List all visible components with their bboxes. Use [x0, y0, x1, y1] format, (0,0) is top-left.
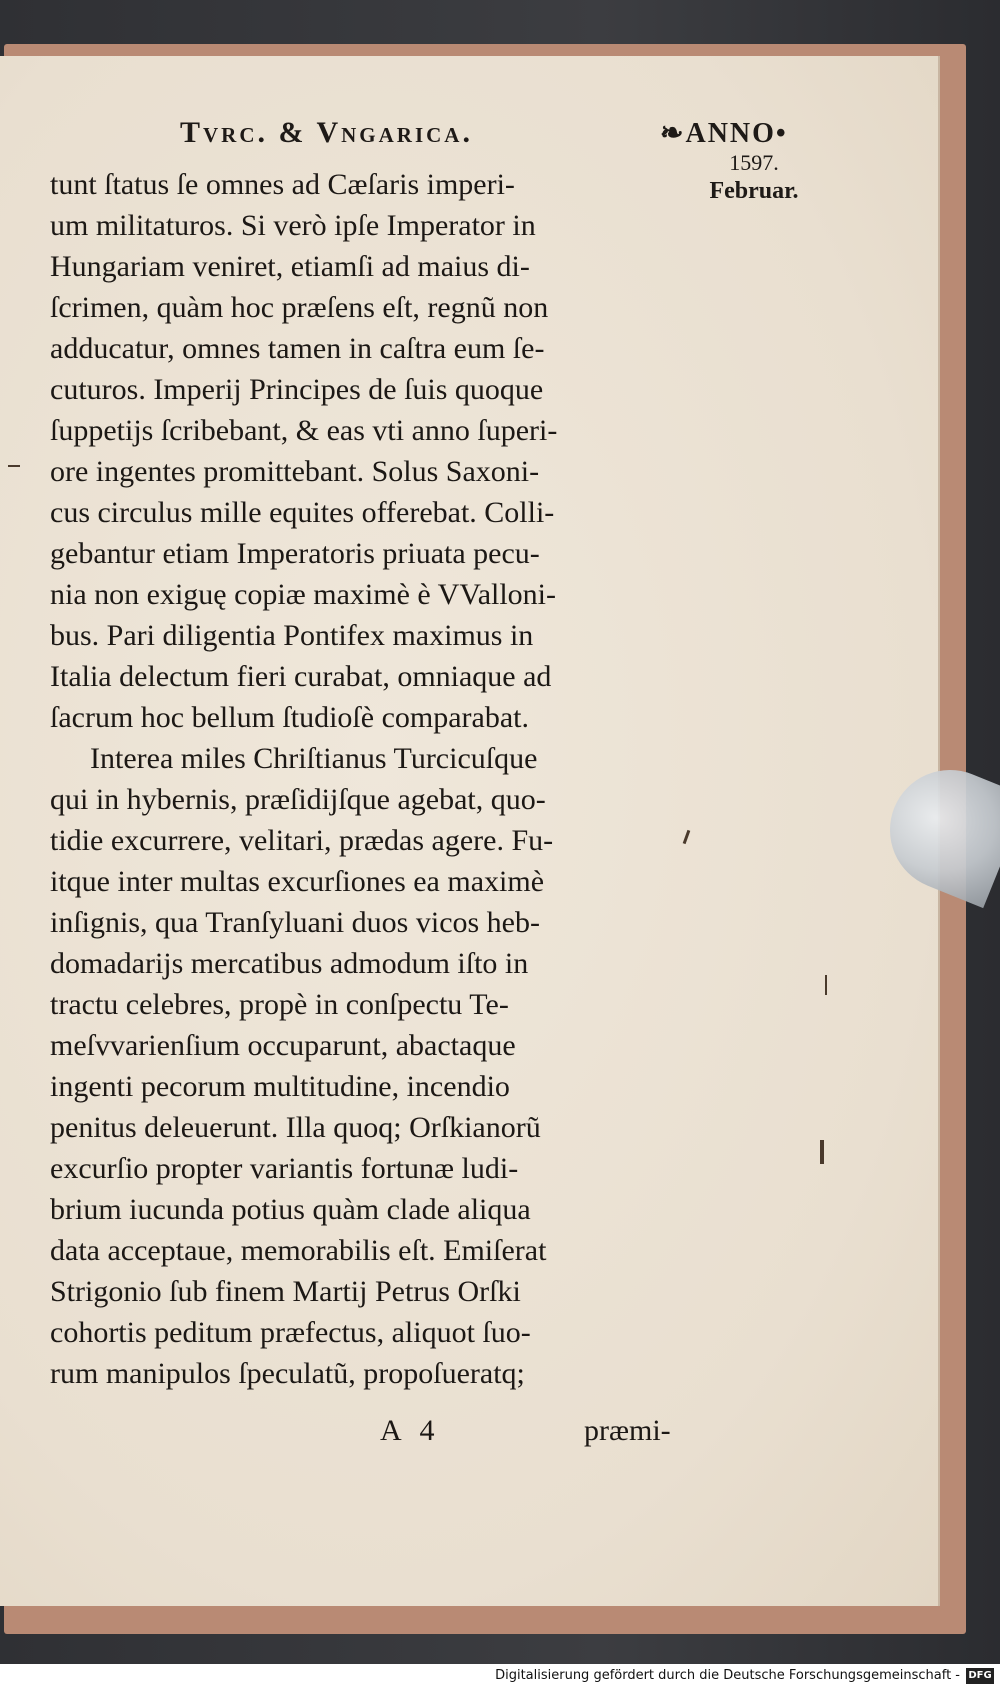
text-line: cus circulus mille equites offerebat. Colli- [50, 496, 555, 529]
body-text [50, 164, 690, 1394]
catchword: præmi- [584, 1414, 671, 1447]
text-line: ore ingentes promittebant. Solus Saxoni- [50, 455, 540, 488]
text-line: penitus deleuerunt. Illa quoq; Orſkianorũ [50, 1111, 541, 1144]
anno-text: ANNO [685, 118, 776, 149]
text-line: gebantur etiam Imperatoris priuata pecu- [50, 537, 540, 570]
text-line: brium iucunda potius quàm clade aliqua [50, 1193, 531, 1226]
text-line: ſacrum hoc bellum ſtudioſè comparabat. [50, 701, 530, 734]
text-line: tidie excurrere, velitari, prædas agere. Fu- [50, 824, 554, 857]
page-speck [8, 465, 20, 467]
anno-label [660, 116, 788, 150]
page-footer [0, 1414, 1000, 1454]
text-line: tunt ſtatus ſe omnes ad Cæſaris imperi- [50, 168, 515, 201]
text-line: ſuppetijs ſcribebant, & eas vti anno ſuperi- [50, 414, 558, 447]
text-line: Interea miles Chriſtianus Turcicuſque [90, 742, 538, 775]
text-line: cohortis peditum præfectus, aliquot ſuo- [50, 1316, 531, 1349]
text-line: Strigonio ſub finem Martij Petrus Orſki [50, 1275, 521, 1308]
margin-month: Februar. [709, 178, 799, 204]
credit-text: Digitalisierung gefördert durch die Deutsche Forschungsgemeinschaft - [495, 1668, 960, 1683]
text-line: tractu celebres, propè in conſpectu Te- [50, 988, 509, 1021]
signature-mark: A 4 [380, 1414, 441, 1447]
text-line: ſcrimen, quàm hoc præſens eſt, regnũ non [50, 291, 549, 324]
digitization-credit-bar [0, 1664, 1000, 1690]
text-line: excurſio propter variantis fortunæ ludi- [50, 1152, 519, 1185]
dfg-logo-icon: DFG [966, 1668, 994, 1684]
text-line: meſvvarienſium occuparunt, abactaque [50, 1029, 516, 1062]
text-line: itque inter multas excurſiones ea maximè [50, 865, 545, 898]
page-speck [820, 1140, 824, 1164]
page-speck [825, 975, 827, 995]
text-line: nia non exiguę copiæ maximè è VValloni- [50, 578, 557, 611]
text-line: data acceptaue, memorabilis eſt. Emiſerat [50, 1234, 547, 1267]
text-line: Hungariam veniret, etiamſi ad maius di- [50, 250, 530, 283]
text-line: domadarijs mercatibus admodum iſto in [50, 947, 529, 980]
text-line: Italia delectum fieri curabat, omniaque ad [50, 660, 552, 693]
running-title: Tvrc. & Vngarica. [180, 116, 473, 149]
margin-year: 1597. [729, 150, 779, 175]
margin-note [684, 150, 824, 206]
page-header [0, 116, 1000, 156]
fleuron-icon: ❧ [660, 118, 686, 149]
dot-icon: • [775, 118, 788, 149]
text-line: bus. Pari diligentia Pontifex maximus in [50, 619, 534, 652]
text-line: inſignis, qua Tranſyluani duos vicos heb- [50, 906, 540, 939]
text-line: um militaturos. Si verò ipſe Imperator in [50, 209, 536, 242]
text-line: adducatur, omnes tamen in caſtra eum ſe- [50, 332, 545, 365]
text-line: rum manipulos ſpeculatũ, propoſueratq; [50, 1357, 525, 1390]
text-line: qui in hybernis, præſidijſque agebat, quo- [50, 783, 546, 816]
text-line: ingenti pecorum multitudine, incendio [50, 1070, 510, 1103]
text-line: cuturos. Imperij Principes de ſuis quoque [50, 373, 544, 406]
